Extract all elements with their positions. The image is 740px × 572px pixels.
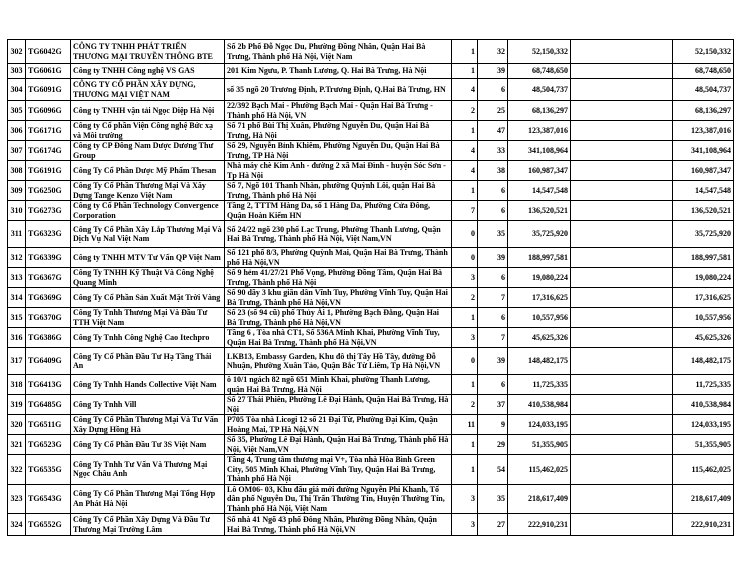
days-value: 47 xyxy=(478,121,508,141)
company-address: Số 27 Thái Phiên, Phường Lê Đại Hành, Quận Hai Bà Trưng, Hà Nội xyxy=(225,395,452,415)
days-value: 6 xyxy=(478,375,508,395)
total-value: 48,504,737 xyxy=(673,79,734,101)
days-value: 6 xyxy=(478,201,508,221)
table-row xyxy=(8,221,734,248)
company-code: TG6367G xyxy=(26,268,71,288)
empty-cell xyxy=(571,415,673,435)
row-number: 316 xyxy=(8,328,26,348)
row-number: 319 xyxy=(8,395,26,415)
company-address: Tầng 4, Trung tâm thương mại V+, Tòa nhà Hòa Bình Green City, 505 Minh Khai, Phường Vĩnh Tuy, Quận Hai Bà Trưng, Thành phố Hà Nội xyxy=(225,455,452,485)
company-name: Công Ty Cổ Phần Đầu Tư 3S Việt Nam xyxy=(71,435,225,455)
total-value: 148,482,175 xyxy=(673,348,734,375)
table-row xyxy=(8,201,734,221)
company-name: Công Ty Cổ Phần Xây Dựng Và Đầu Tư Thương Mại Trường Lâm xyxy=(71,514,225,536)
company-address: 201 Kim Ngưu, P. Thanh Lương, Q. Hai Bà Trưng, Hà Nội xyxy=(225,64,452,79)
amount-value: 45,625,326 xyxy=(508,328,571,348)
company-code: TG6171G xyxy=(26,121,71,141)
row-number: 305 xyxy=(8,101,26,121)
company-address: Số 24/22 ngõ 230 phố Lạc Trung, Phường Thanh Lương, Quận Hai Bà Trưng, Thành phố Hà Nội, Việt Nam,VN xyxy=(225,221,452,248)
amount-value: 17,316,625 xyxy=(508,288,571,308)
table-row xyxy=(8,328,734,348)
empty-cell xyxy=(571,64,673,79)
total-value: 115,462,025 xyxy=(673,455,734,485)
company-code: TG6091G xyxy=(26,79,71,101)
row-number: 322 xyxy=(8,455,26,485)
company-name: Công Ty Tnhh Vill xyxy=(71,395,225,415)
table-row xyxy=(8,181,734,201)
company-name: Công ty TNHH vận tải Ngọc Diệp Hà Nội xyxy=(71,101,225,121)
quantity-value: 3 xyxy=(452,328,478,348)
empty-cell xyxy=(571,121,673,141)
amount-value: 11,725,335 xyxy=(508,375,571,395)
amount-value: 136,520,521 xyxy=(508,201,571,221)
company-address: ô 10/1 ngách 82 ngõ 651 Minh Khai, phường Thanh Lương, quận Hai Bà Trưng, Hà Nội xyxy=(225,375,452,395)
quantity-value: 1 xyxy=(452,181,478,201)
row-number: 317 xyxy=(8,348,26,375)
row-number: 306 xyxy=(8,121,26,141)
quantity-value: 7 xyxy=(452,201,478,221)
days-value: 7 xyxy=(478,288,508,308)
company-code: TG6096G xyxy=(26,101,71,121)
empty-cell xyxy=(571,395,673,415)
days-value: 37 xyxy=(478,395,508,415)
amount-value: 410,538,984 xyxy=(508,395,571,415)
quantity-value: 0 xyxy=(452,348,478,375)
company-code: TG6370G xyxy=(26,308,71,328)
company-address: Số 121 phố 8/3, Phường Quỳnh Mai, Quận Hai Bà Trưng, Thành phố Hà Nội,VN xyxy=(225,248,452,268)
table-row xyxy=(8,375,734,395)
quantity-value: 2 xyxy=(452,288,478,308)
total-value: 19,080,224 xyxy=(673,268,734,288)
row-number: 303 xyxy=(8,64,26,79)
amount-value: 19,080,224 xyxy=(508,268,571,288)
row-number: 320 xyxy=(8,415,26,435)
company-code: TG6552G xyxy=(26,514,71,536)
row-number: 321 xyxy=(8,435,26,455)
days-value: 27 xyxy=(478,514,508,536)
days-value: 39 xyxy=(478,248,508,268)
table-row xyxy=(8,161,734,181)
company-name: Công Ty Tnhh Tư Vấn Và Thương Mại Ngọc Châu Anh xyxy=(71,455,225,485)
days-value: 33 xyxy=(478,141,508,161)
days-value: 38 xyxy=(478,161,508,181)
quantity-value: 4 xyxy=(452,141,478,161)
company-name: Công Ty Cổ Phần Thương Mại Tổng Hợp An Phát Hà Nội xyxy=(71,484,225,514)
days-value: 54 xyxy=(478,455,508,485)
empty-cell xyxy=(571,268,673,288)
amount-value: 115,462,025 xyxy=(508,455,571,485)
days-value: 29 xyxy=(478,435,508,455)
company-code: TG6042G xyxy=(26,40,71,64)
empty-cell xyxy=(571,181,673,201)
row-number: 310 xyxy=(8,201,26,221)
table-row xyxy=(8,141,734,161)
amount-value: 341,108,964 xyxy=(508,141,571,161)
company-name: CÔNG TY CỔ PHẦN XÂY DỰNG, THƯƠNG MẠI VIỆT NAM xyxy=(71,79,225,101)
days-value: 6 xyxy=(478,268,508,288)
quantity-value: 1 xyxy=(452,40,478,64)
table-row xyxy=(8,268,734,288)
company-address: Số nhà 41 Ngõ 43 phố Đông Nhân, Phường Đồng Nhân, Quận Hai Bà Trưng, Thành phố Hà Nội,VN xyxy=(225,514,452,536)
table-row xyxy=(8,121,734,141)
row-number: 311 xyxy=(8,221,26,248)
total-value: 136,520,521 xyxy=(673,201,734,221)
company-name: Công Ty Cổ Phần Đầu Tư Hạ Tầng Thái An xyxy=(71,348,225,375)
empty-cell xyxy=(571,101,673,121)
company-address: Tầng 2, TTTM Hàng Da, số 1 Hàng Da, Phường Cửa Đông, Quận Hoàn Kiếm HN xyxy=(225,201,452,221)
company-code: TG6511G xyxy=(26,415,71,435)
days-value: 25 xyxy=(478,101,508,121)
amount-value: 148,482,175 xyxy=(508,348,571,375)
total-value: 410,538,984 xyxy=(673,395,734,415)
empty-cell xyxy=(571,221,673,248)
company-code: TG6485G xyxy=(26,395,71,415)
quantity-value: 0 xyxy=(452,221,478,248)
quantity-value: 4 xyxy=(452,161,478,181)
amount-value: 123,387,016 xyxy=(508,121,571,141)
amount-value: 68,136,297 xyxy=(508,101,571,121)
company-code: TG6191G xyxy=(26,161,71,181)
quantity-value: 2 xyxy=(452,395,478,415)
days-value: 39 xyxy=(478,64,508,79)
amount-value: 48,504,737 xyxy=(508,79,571,101)
company-code: TG6174G xyxy=(26,141,71,161)
company-name: Công ty Cổ phần Viện Công nghệ Bức xạ và Môi trường xyxy=(71,121,225,141)
row-number: 304 xyxy=(8,79,26,101)
amount-value: 188,997,581 xyxy=(508,248,571,268)
company-code: TG6273G xyxy=(26,201,71,221)
company-code: TG6339G xyxy=(26,248,71,268)
total-value: 124,033,195 xyxy=(673,415,734,435)
empty-cell xyxy=(571,348,673,375)
empty-cell xyxy=(571,141,673,161)
ledger-body xyxy=(8,40,734,536)
amount-value: 218,617,409 xyxy=(508,484,571,514)
empty-cell xyxy=(571,161,673,181)
company-name: Công Ty Tnhh Hands Collective Việt Nam xyxy=(71,375,225,395)
table-row xyxy=(8,435,734,455)
empty-cell xyxy=(571,288,673,308)
empty-cell xyxy=(571,514,673,536)
table-row xyxy=(8,395,734,415)
company-name: Công ty Cổ Phần Technology Convergence Corporation xyxy=(71,201,225,221)
company-address: Số 29, Nguyễn Bỉnh Khiêm, Phường Nguyễn Du, Quận Hai Bà Trưng, TP Hà Nội xyxy=(225,141,452,161)
table-row xyxy=(8,484,734,514)
table-row xyxy=(8,288,734,308)
company-code: TG6413G xyxy=(26,375,71,395)
company-address: P705 Tòa nhà Licogi 12 số 21 Đại Từ, Phường Đại Kim, Quận Hoàng Mai, TP Hà Nội,VN xyxy=(225,415,452,435)
quantity-value: 3 xyxy=(452,514,478,536)
row-number: 308 xyxy=(8,161,26,181)
amount-value: 52,150,332 xyxy=(508,40,571,64)
company-name: Công Ty Cổ Phần Thương Mại Và Xây Dựng Tange Kenzo Việt Nam xyxy=(71,181,225,201)
empty-cell xyxy=(571,455,673,485)
company-name: Công Ty Tnhh Thương Mại Và Đầu Tư TTH Việt Nam xyxy=(71,308,225,328)
company-address: Số 9 hẻm 41/27/21 Phố Vọng, Phường Đồng Tâm, Quận Hai Bà Trưng, Thành phố Hà Nội xyxy=(225,268,452,288)
company-name: Công Ty TNHH Kỹ Thuật Và Công Nghệ Quang Minh xyxy=(71,268,225,288)
amount-value: 14,547,548 xyxy=(508,181,571,201)
company-address: Nhà máy chè Kim Anh - đường 2 xã Mai Đình - huyện Sóc Sơn - Tp Hà Nội xyxy=(225,161,452,181)
row-number: 307 xyxy=(8,141,26,161)
company-name: Công ty TNHH MTV Tư Vấn QP Việt Nam xyxy=(71,248,225,268)
company-name: Công Ty Cổ Phần Dược Mỹ Phẩm Thesan xyxy=(71,161,225,181)
quantity-value: 0 xyxy=(452,248,478,268)
total-value: 188,997,581 xyxy=(673,248,734,268)
days-value: 35 xyxy=(478,221,508,248)
total-value: 160,987,347 xyxy=(673,161,734,181)
days-value: 39 xyxy=(478,348,508,375)
company-address: Tầng 6 , Tòa nhà CT1, Số 536A Minh Khai, Phường Vĩnh Tuy, Quận Hai Bà Trưng, Thành phố Hà Nội,VN xyxy=(225,328,452,348)
empty-cell xyxy=(571,248,673,268)
quantity-value: 1 xyxy=(452,435,478,455)
total-value: 341,108,964 xyxy=(673,141,734,161)
table-row xyxy=(8,514,734,536)
amount-value: 51,355,905 xyxy=(508,435,571,455)
company-ledger-table xyxy=(7,39,734,536)
company-address: Số 90 dãy 3 khu giãn dân Vĩnh Tuy, Phường Vĩnh Tuy, Quận Hai Bà Trưng, Thành phố Hà Nội,VN xyxy=(225,288,452,308)
table-row xyxy=(8,455,734,485)
total-value: 14,547,548 xyxy=(673,181,734,201)
amount-value: 68,748,650 xyxy=(508,64,571,79)
empty-cell xyxy=(571,308,673,328)
quantity-value: 3 xyxy=(452,268,478,288)
company-code: TG6061G xyxy=(26,64,71,79)
days-value: 35 xyxy=(478,484,508,514)
company-code: TG6386G xyxy=(26,328,71,348)
row-number: 302 xyxy=(8,40,26,64)
company-name: CÔNG TY TNHH PHÁT TRIỂN THƯƠNG MẠI TRUYỀN THÔNG BTE xyxy=(71,40,225,64)
row-number: 313 xyxy=(8,268,26,288)
days-value: 6 xyxy=(478,308,508,328)
amount-value: 160,987,347 xyxy=(508,161,571,181)
company-code: TG6409G xyxy=(26,348,71,375)
company-code: TG6369G xyxy=(26,288,71,308)
empty-cell xyxy=(571,484,673,514)
quantity-value: 11 xyxy=(452,415,478,435)
amount-value: 222,910,231 xyxy=(508,514,571,536)
table-row xyxy=(8,308,734,328)
company-address: Số 7, Ngõ 101 Thanh Nhàn, phường Quỳnh Lôi, quận Hai Bà Trưng, Thành phố Hà Nội xyxy=(225,181,452,201)
company-name: Công ty CP Đông Nam Dược Dương Thư Group xyxy=(71,141,225,161)
total-value: 11,725,335 xyxy=(673,375,734,395)
company-name: Công Ty Cổ Phần Thương Mại Và Tư Vấn Xây Dựng Hồng Hà xyxy=(71,415,225,435)
company-address: Số 71 phố Bùi Thị Xuân, Phường Nguyễn Du, Quận Hai Bà Trưng, Hà Nội xyxy=(225,121,452,141)
total-value: 123,387,016 xyxy=(673,121,734,141)
company-code: TG6543G xyxy=(26,484,71,514)
total-value: 68,136,297 xyxy=(673,101,734,121)
company-address: Số 23 (số 94 cũ) phố Thủy Ái 1, Phường Bạch Đằng, Quận Hai Bà Trưng, Thành phố Hà Nội,VN xyxy=(225,308,452,328)
days-value: 32 xyxy=(478,40,508,64)
empty-cell xyxy=(571,375,673,395)
company-name: Công Ty Cổ Phần Sản Xuất Mặt Trời Vàng xyxy=(71,288,225,308)
row-number: 309 xyxy=(8,181,26,201)
quantity-value: 1 xyxy=(452,308,478,328)
row-number: 324 xyxy=(8,514,26,536)
total-value: 218,617,409 xyxy=(673,484,734,514)
quantity-value: 1 xyxy=(452,64,478,79)
table-row xyxy=(8,79,734,101)
company-code: TG6250G xyxy=(26,181,71,201)
total-value: 68,748,650 xyxy=(673,64,734,79)
empty-cell xyxy=(571,201,673,221)
empty-cell xyxy=(571,40,673,64)
empty-cell xyxy=(571,328,673,348)
table-row xyxy=(8,40,734,64)
quantity-value: 3 xyxy=(452,484,478,514)
table-row xyxy=(8,415,734,435)
total-value: 52,150,332 xyxy=(673,40,734,64)
company-address: 22/392 Bạch Mai - Phường Bạch Mai - Quận Hai Bà Trưng - Thành phố Hà Nội, VN xyxy=(225,101,452,121)
row-number: 315 xyxy=(8,308,26,328)
company-name: Công Ty Tnhh Công Nghệ Cao Itechpro xyxy=(71,328,225,348)
company-code: TG6323G xyxy=(26,221,71,248)
quantity-value: 4 xyxy=(452,79,478,101)
total-value: 51,355,905 xyxy=(673,435,734,455)
days-value: 6 xyxy=(478,181,508,201)
amount-value: 10,557,956 xyxy=(508,308,571,328)
company-address: số 35 ngõ 20 Trương Định, P.Trương Định, Q.Hai Bà Trưng, HN xyxy=(225,79,452,101)
total-value: 17,316,625 xyxy=(673,288,734,308)
total-value: 222,910,231 xyxy=(673,514,734,536)
table-row xyxy=(8,101,734,121)
quantity-value: 2 xyxy=(452,101,478,121)
company-name: Công Ty Cổ Phần Xây Lắp Thương Mại Và Dịch Vụ Nal Việt Nam xyxy=(71,221,225,248)
days-value: 6 xyxy=(478,79,508,101)
company-address: Số 35, Phường Lê Đại Hành, Quận Hai Bà Trưng, Thành phố Hà Nội, Việt Nam,VN xyxy=(225,435,452,455)
row-number: 314 xyxy=(8,288,26,308)
company-address: Lô OM06- 03, Khu đấu giá mới đường Nguyễn Phi Khanh, Tổ dân phố Nguyễn Du, Thị Trấn Thường Tín, Huyện Thường Tín, Thành phố Hà Nội, Việt Nam xyxy=(225,484,452,514)
amount-value: 35,725,920 xyxy=(508,221,571,248)
company-code: TG6535G xyxy=(26,455,71,485)
quantity-value: 1 xyxy=(452,121,478,141)
quantity-value: 1 xyxy=(452,375,478,395)
company-address: LKB13, Embassy Garden, Khu đô thị Tây Hồ Tây, đường Đỗ Nhuận, Phường Xuân Tảo, Quận Bắc Từ Liêm, Tp Hà Nội,VN xyxy=(225,348,452,375)
total-value: 10,557,956 xyxy=(673,308,734,328)
empty-cell xyxy=(571,435,673,455)
total-value: 35,725,920 xyxy=(673,221,734,248)
row-number: 318 xyxy=(8,375,26,395)
empty-cell xyxy=(571,79,673,101)
table-row xyxy=(8,64,734,79)
company-name: Công ty TNHH Công nghệ VS GAS xyxy=(71,64,225,79)
company-address: Số 2b Phố Đỗ Ngọc Du, Phường Đồng Nhân, Quận Hai Bà Trưng, Thành phố Hà Nội, Việt Nam xyxy=(225,40,452,64)
days-value: 7 xyxy=(478,328,508,348)
amount-value: 124,033,195 xyxy=(508,415,571,435)
quantity-value: 1 xyxy=(452,455,478,485)
row-number: 312 xyxy=(8,248,26,268)
table-row xyxy=(8,348,734,375)
row-number: 323 xyxy=(8,484,26,514)
company-code: TG6523G xyxy=(26,435,71,455)
total-value: 45,625,326 xyxy=(673,328,734,348)
days-value: 9 xyxy=(478,415,508,435)
table-row xyxy=(8,248,734,268)
